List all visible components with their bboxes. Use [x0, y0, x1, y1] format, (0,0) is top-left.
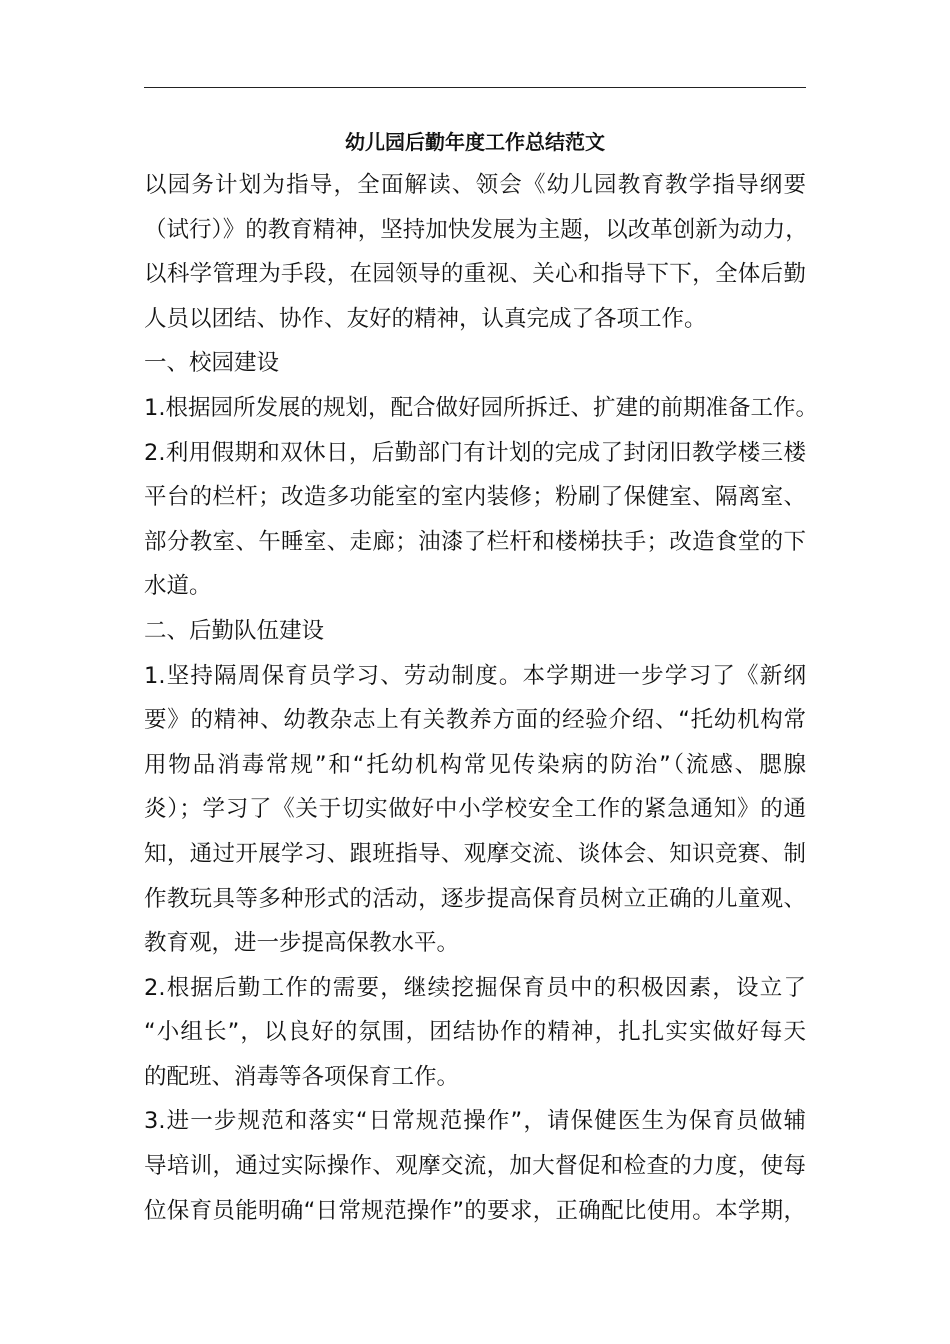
text-line: 一、校园建设: [144, 350, 280, 377]
text-line: 教育观，进一步提高保教水平。: [144, 930, 460, 957]
text-line: （试行）》的教育精神，坚持加快发展为主题，以改革创新为动力，: [144, 216, 808, 243]
text-line: 知，通过开展学习、跟班指导、观摩交流、谈体会、知识竞赛、制: [144, 840, 806, 867]
text-line: 以科学管理为手段，在园领导的重视、关心和指导下下，全体后勤: [144, 261, 806, 288]
text-line: 导培训，通过实际操作、观摩交流，加大督促和检查的力度，使每: [144, 1153, 806, 1180]
header-rule: [144, 87, 806, 88]
text-line: 以园务计划为指导，全面解读、领会《幼儿园教育教学指导纲要: [144, 172, 806, 198]
text-line: 3.进一步规范和落实“日常规范操作”，请保健医生为保育员做辅: [144, 1108, 806, 1135]
text-line: 炎）；学习了《关于切实做好中小学校安全工作的紧急通知》的通: [144, 796, 806, 823]
text-line: 位保育员能明确“日常规范操作”的要求，正确配比使用。本学期，: [144, 1197, 806, 1224]
text-line: 平台的栏杆；改造多功能室的室内装修；粉刷了保健室、隔离室、: [144, 484, 806, 511]
text-line: 2.根据后勤工作的需要，继续挖掘保育员中的积极因素，设立了: [144, 974, 806, 1001]
text-line: 1.坚持隔周保育员学习、劳动制度。本学期进一步学习了《新纲: [144, 662, 806, 689]
document-title: 幼儿园后勤年度工作总结范文: [345, 130, 605, 154]
text-line: 的配班、消毒等各项保育工作。: [144, 1063, 460, 1090]
text-line: 作教玩具等多种形式的活动，逐步提高保育员树立正确的儿童观、: [144, 885, 806, 912]
text-line: 要》的精神、幼教杂志上有关教养方面的经验介绍、“托幼机构常: [144, 707, 806, 734]
text-line: 用物品消毒常规”和“托幼机构常见传染病的防治”（流感、腮腺: [144, 751, 806, 778]
text-line: 1.根据园所发展的规划，配合做好园所拆迁、扩建的前期准备工作。: [144, 394, 818, 421]
text-line: 2.利用假期和双休日，后勤部门有计划的完成了封闭旧教学楼三楼: [144, 439, 806, 466]
text-line: 人员以团结、协作、友好的精神，认真完成了各项工作。: [144, 305, 707, 332]
document-body: [144, 163, 818, 1233]
text-line: 二、后勤队伍建设: [144, 617, 325, 644]
text-line: “小组长”，以良好的氛围，团结协作的精神，扎扎实实做好每天: [144, 1019, 806, 1046]
text-line: 水道。: [144, 573, 212, 600]
text-line: 部分教室、午睡室、走廊；油漆了栏杆和楼梯扶手；改造食堂的下: [144, 528, 806, 555]
